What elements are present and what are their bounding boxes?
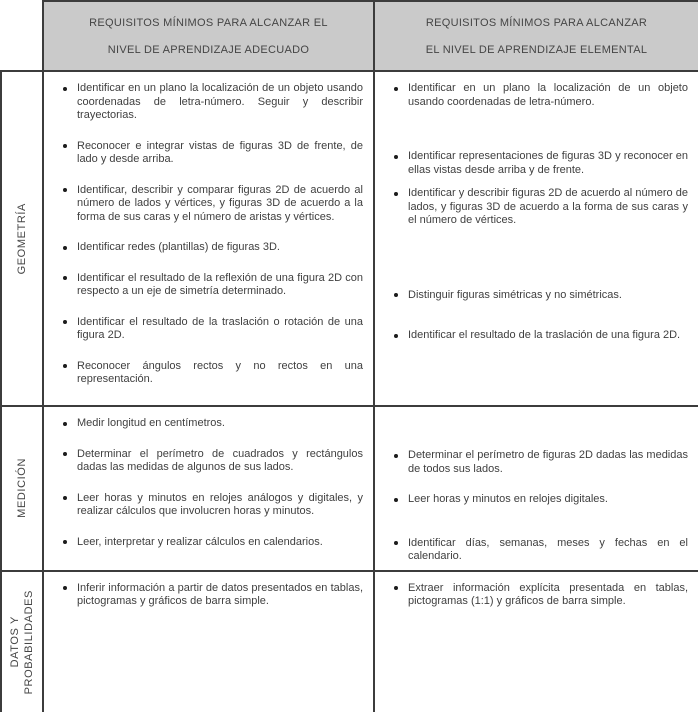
header-elemental-lines: [375, 17, 698, 56]
row-geometria: [1, 71, 698, 406]
header-cell-adecuado: [43, 1, 374, 71]
bullet-item: Identificar, describir y comparar figuras 2D de acuerdo al número de lados y vértices, y figuras 3D de acuerdo a la forma de sus caras y el número de aristas y vértices.: [56, 184, 363, 225]
bullet-list-geometria-adecuado: [44, 72, 373, 393]
header-adecuado-lines: [44, 17, 373, 56]
bullet-item: Inferir información a partir de datos presentados en tablas, pictogramas y gráficos de barra simple.: [56, 582, 363, 609]
row-label-text-datos-probabilidades: [8, 590, 36, 694]
cell-geometria-adecuado: [43, 71, 374, 406]
label-wrap: [2, 573, 42, 712]
cell-medicion-elemental: [374, 406, 698, 571]
bullet-item: Determinar el perímetro de figuras 2D dadas las medidas de todos sus lados.: [387, 449, 688, 476]
bullet-item: Leer horas y minutos en relojes digitales.: [387, 493, 688, 507]
row-label-text-medicion: [15, 458, 29, 518]
bullet-item: Identificar el resultado de la reflexión de una figura 2D con respecto a un eje de simetría determinado.: [56, 272, 363, 299]
bullet-list-medicion-elemental: [375, 407, 698, 570]
bullet-item: Identificar representaciones de figuras 3D y reconocer en ellas vistas desde arriba y de frente.: [387, 150, 688, 177]
row-label-datos-probabilidades: [1, 571, 43, 712]
row-medicion: [1, 406, 698, 571]
header-line: NIVEL DE APRENDIZAJE ADECUADO: [107, 43, 310, 56]
label-line: GEOMETRÍA: [16, 202, 28, 275]
label-line: DATOS Y: [9, 616, 21, 669]
bullet-item: Determinar el perímetro de cuadrados y rectángulos dadas las medidas de algunos de sus lados.: [56, 448, 363, 475]
bullet-item: Identificar en un plano la localización de un objeto usando coordenadas de letra-número. Seguir y describir trayectorias.: [56, 82, 363, 123]
row-label-medicion: [1, 406, 43, 571]
row-label-text-geometria: [15, 203, 29, 274]
bullet-list-geometria-elemental: [375, 72, 698, 349]
bullet-list-datos-elemental: [375, 572, 698, 615]
bullet-list-datos-adecuado: [44, 572, 373, 615]
header-line: REQUISITOS MÍNIMOS PARA ALCANZAR EL: [89, 16, 328, 29]
bullet-item: Identificar en un plano la localización de un objeto usando coordenadas de letra-número.: [387, 82, 688, 109]
bullet-item: Identificar y describir figuras 2D de acuerdo al número de lados, y figuras 3D de acuerdo a la forma de sus caras y el número de vértices.: [387, 187, 688, 228]
bullet-item: Reconocer ángulos rectos y no rectos en una representación.: [56, 360, 363, 387]
bullet-item: Leer horas y minutos en relojes análogos y digitales, y realizar cálculos que involucren horas y minutos.: [56, 492, 363, 519]
row-label-geometria: [1, 71, 43, 406]
bullet-list-medicion-adecuado: [44, 407, 373, 555]
header-cell-elemental: [374, 1, 698, 71]
bullet-item: Leer, interpretar y realizar cálculos en calendarios.: [56, 536, 363, 550]
label-line: MEDICIÓN: [16, 458, 28, 519]
label-wrap: [2, 73, 42, 404]
header-row: [1, 1, 698, 71]
cell-medicion-adecuado: [43, 406, 374, 571]
cell-geometria-elemental: [374, 71, 698, 406]
bullet-item: Identificar redes (plantillas) de figuras 3D.: [56, 241, 363, 255]
bullet-item: Distinguir figuras simétricas y no simétricas.: [387, 289, 688, 303]
label-wrap: [2, 410, 42, 567]
header-line: REQUISITOS MÍNIMOS PARA ALCANZAR: [425, 16, 648, 29]
label-line: PROBABILIDADES: [23, 590, 35, 695]
row-datos-probabilidades: [1, 571, 698, 712]
bullet-item: Identificar el resultado de la traslación de una figura 2D.: [387, 329, 688, 343]
bullet-item: Reconocer e integrar vistas de figuras 3D de frente, de lado y desde arriba.: [56, 140, 363, 167]
bullet-item: Identificar días, semanas, meses y fechas en el calendario.: [387, 537, 688, 564]
bullet-item: Extraer información explícita presentada en tablas, pictogramas (1:1) y gráficos de barra simple.: [387, 582, 688, 609]
header-line: EL NIVEL DE APRENDIZAJE ELEMENTAL: [425, 43, 648, 56]
bullet-item: Identificar el resultado de la traslación o rotación de una figura 2D.: [56, 316, 363, 343]
cell-datos-elemental: [374, 571, 698, 712]
corner-cell: [1, 1, 43, 71]
cell-datos-adecuado: [43, 571, 374, 712]
bullet-item: Medir longitud en centímetros.: [56, 417, 363, 431]
